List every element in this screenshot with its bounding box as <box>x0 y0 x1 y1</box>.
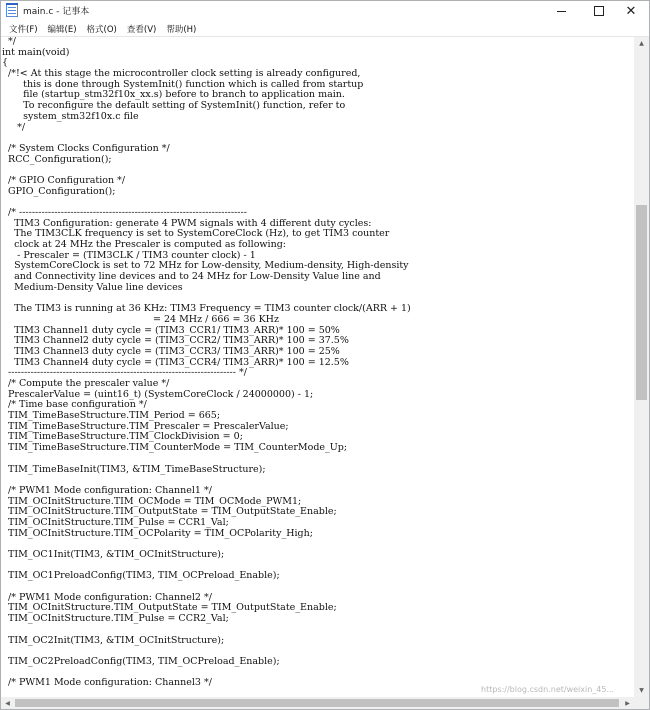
code-line[interactable]: PrescalerValue = (uint16_t) (SystemCoreClock / 24000000) - 1; <box>2 388 314 400</box>
code-line[interactable]: TIM_TimeBaseInit(TIM3, &TIM_TimeBaseStructure); <box>2 463 266 475</box>
close-button[interactable] <box>613 1 649 21</box>
code-line[interactable]: this is done through SystemInit() function which is called from startup <box>2 78 364 90</box>
code-line[interactable]: TIM3 Channel2 duty cycle = (TIM3_CCR2/ TIM3_ARR)* 100 = 37.5% <box>2 335 349 347</box>
vertical-scrollbar[interactable] <box>634 37 649 697</box>
code-line[interactable]: /* Time base configuration */ <box>2 399 147 411</box>
code-line[interactable] <box>2 454 634 465</box>
code-text[interactable] <box>1 37 634 689</box>
resize-grip[interactable] <box>634 697 649 709</box>
code-line[interactable]: /* ----------------------------------------------------------------------- <box>2 207 247 218</box>
code-line[interactable]: TIM3 Channel4 duty cycle = (TIM3_CCR4/ TIM3_ARR)* 100 = 12.5% <box>2 356 349 368</box>
code-line[interactable]: TIM3 Configuration: generate 4 PWM signals with 4 different duty cycles: <box>2 217 372 229</box>
code-line[interactable]: Medium-Density Value line devices <box>2 281 183 293</box>
horizontal-scrollbar[interactable] <box>1 697 634 709</box>
code-line[interactable]: TIM_OCInitStructure.TIM_Pulse = CCR1_Val; <box>2 516 229 528</box>
notepad-app-icon <box>6 4 18 17</box>
code-line[interactable]: int main(void) <box>2 46 70 58</box>
scroll-down-arrow-icon[interactable]: ▼ <box>639 687 644 694</box>
menu-format[interactable]: 格式(O) <box>86 24 117 35</box>
window-title: main.c - 记事本 <box>23 7 90 17</box>
code-line[interactable]: */ <box>2 121 26 133</box>
code-line[interactable]: system_stm32f10x.c file <box>2 110 139 122</box>
title-bar[interactable] <box>1 1 649 21</box>
watermark-text: https://blog.csdn.net/weixin_45... <box>481 685 615 694</box>
menu-file[interactable]: 文件(F) <box>9 24 38 35</box>
code-line[interactable]: SystemCoreClock is set to 72 MHz for Low-density, Medium-density, High-density <box>2 260 409 272</box>
code-line[interactable]: /* PWM1 Mode configuration: Channel3 */ <box>2 677 212 689</box>
code-line[interactable]: To reconfigure the default setting of SystemInit() function, refer to <box>2 100 346 112</box>
code-line[interactable]: RCC_Configuration(); <box>2 153 112 165</box>
code-line[interactable]: - Prescaler = (TIM3CLK / TIM3 counter clock) - 1 <box>2 249 256 261</box>
code-line[interactable]: TIM_TimeBaseStructure.TIM_Prescaler = PrescalerValue; <box>2 420 289 432</box>
menu-help[interactable]: 帮助(H) <box>166 24 197 35</box>
code-line[interactable] <box>2 625 634 636</box>
code-line[interactable]: /* PWM1 Mode configuration: Channel1 */ <box>2 484 212 496</box>
code-line[interactable]: TIM_OCInitStructure.TIM_OCMode = TIM_OCMode_PWM1; <box>2 495 302 507</box>
code-line[interactable]: GPIO_Configuration(); <box>2 185 116 197</box>
menu-edit[interactable]: 编辑(E) <box>47 24 77 35</box>
code-line[interactable]: TIM3 Channel3 duty cycle = (TIM3_CCR3/ TIM3_ARR)* 100 = 25% <box>2 345 340 357</box>
code-line[interactable]: TIM_OCInitStructure.TIM_OutputState = TIM_OutputState_Enable; <box>2 506 337 518</box>
code-line[interactable]: TIM_TimeBaseStructure.TIM_Period = 665; <box>2 410 221 422</box>
minimize-button[interactable] <box>543 1 579 21</box>
code-line[interactable]: { <box>2 57 9 69</box>
menu-view[interactable]: 查看(V) <box>126 24 157 35</box>
maximize-button[interactable] <box>581 1 617 21</box>
code-line[interactable]: The TIM3CLK frequency is set to SystemCoreClock (Hz), to get TIM3 counter <box>2 228 390 240</box>
code-line[interactable]: clock at 24 MHz the Prescaler is computed as following: <box>2 239 286 251</box>
code-line[interactable]: TIM_TimeBaseStructure.TIM_ClockDivision = 0; <box>2 431 243 443</box>
code-line[interactable]: TIM_OC2Init(TIM3, &TIM_OCInitStructure); <box>2 634 225 646</box>
code-line[interactable]: = 24 MHz / 666 = 36 KHz <box>2 313 279 325</box>
code-line[interactable]: TIM_OCInitStructure.TIM_OCPolarity = TIM_OCPolarity_High; <box>2 527 313 539</box>
code-line[interactable]: file (startup_stm32f10x_xx.s) before to branch to application main. <box>2 89 345 101</box>
code-line[interactable]: The TIM3 is running at 36 KHz: TIM3 Frequency = TIM3 counter clock/(ARR + 1) <box>2 303 411 315</box>
close-icon: ✕ <box>625 3 637 19</box>
code-line[interactable]: */ <box>2 37 16 47</box>
code-line[interactable]: /*!< At this stage the microcontroller clock setting is already configured, <box>2 68 361 80</box>
code-line[interactable]: /* PWM1 Mode configuration: Channel2 */ <box>2 591 212 603</box>
maximize-icon <box>594 6 604 16</box>
code-line[interactable]: TIM3 Channel1 duty cycle = (TIM3_CCR1/ TIM3_ARR)* 100 = 50% <box>2 324 340 336</box>
code-line[interactable]: /* GPIO Configuration */ <box>2 174 126 186</box>
vertical-scroll-thumb[interactable] <box>636 205 647 400</box>
code-line[interactable]: and Connectivity line devices and to 24 MHz for Low-Density Value line and <box>2 271 381 283</box>
code-line[interactable]: TIM_OCInitStructure.TIM_Pulse = CCR2_Val; <box>2 613 229 625</box>
menu-bar <box>1 21 649 36</box>
code-line[interactable]: TIM_OCInitStructure.TIM_OutputState = TIM_OutputState_Enable; <box>2 602 337 614</box>
scroll-right-arrow-icon[interactable]: ▶ <box>625 699 630 707</box>
code-line[interactable]: TIM_OC1Init(TIM3, &TIM_OCInitStructure); <box>2 549 225 560</box>
text-editor-area[interactable] <box>1 37 634 697</box>
code-line[interactable]: /* System Clocks Configuration */ <box>2 142 170 154</box>
code-line[interactable]: TIM_TimeBaseStructure.TIM_CounterMode = TIM_CounterMode_Up; <box>2 442 348 454</box>
scroll-left-arrow-icon[interactable]: ◀ <box>5 699 10 707</box>
horizontal-scroll-thumb[interactable] <box>15 699 619 707</box>
code-line[interactable]: TIM_OC1PreloadConfig(TIM3, TIM_OCPreload_Enable); <box>2 570 280 582</box>
code-line[interactable]: /* Compute the prescaler value */ <box>2 378 170 389</box>
code-line[interactable]: TIM_OC2PreloadConfig(TIM3, TIM_OCPreload_Enable); <box>2 655 280 667</box>
scroll-up-arrow-icon[interactable]: ▲ <box>639 40 644 47</box>
code-line[interactable]: ----------------------------------------------------------------------- */ <box>2 367 247 379</box>
minimize-icon <box>557 11 566 12</box>
